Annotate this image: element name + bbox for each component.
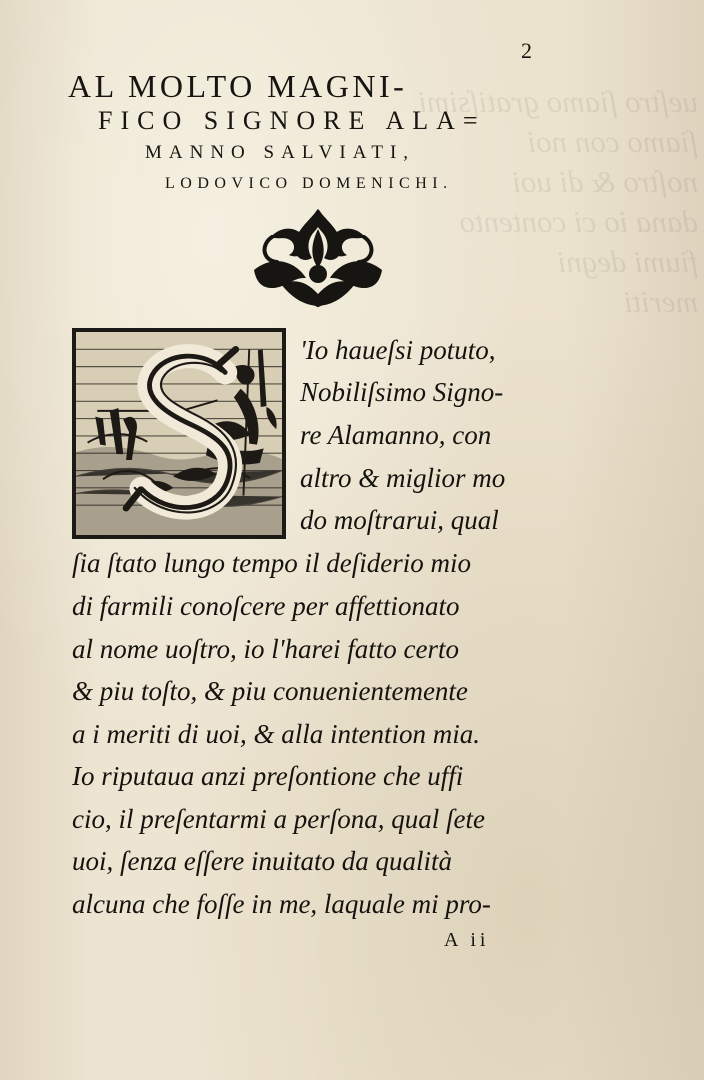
title-line-3: MANNO SALVIATI, bbox=[145, 142, 416, 163]
show-through-text: ueſtro ſiamo gratiſsimi ſiamo con noi noſtro & di uoi dana io ci contento fiumi degni meriti bbox=[418, 84, 698, 319]
title-line-2: FICO SIGNORE ALA= bbox=[98, 106, 486, 135]
body-line-8: al nome uoſtro, io l'harei fatto certo bbox=[72, 634, 459, 664]
body-line-3: re Alamanno, con bbox=[300, 420, 492, 450]
title-line-1: AL MOLTO MAGNI- bbox=[68, 68, 408, 104]
body-line-6: ſia ſtato lungo tempo il deſiderio mio bbox=[72, 548, 471, 578]
signature-mark: A ii bbox=[444, 929, 490, 951]
woodcut-initial-s bbox=[72, 328, 286, 539]
body-line-14: alcuna che foſſe in me, laquale mi pro- bbox=[72, 889, 491, 919]
body-line-5: do moſtrarui, qual bbox=[300, 505, 499, 535]
body-line-1: 'Io haueſsi potuto, bbox=[300, 335, 496, 365]
body-line-12: cio, il preſentarmi a perſona, qual ſete bbox=[72, 804, 485, 834]
body-line-2: Nobiliſsimo Signo- bbox=[300, 377, 504, 407]
title-line-4: LODOVICO DOMENICHI. bbox=[165, 175, 453, 192]
body-line-4: altro & miglior mo bbox=[300, 463, 506, 493]
body-line-7: di farmili conoſcere per affettionato bbox=[72, 591, 460, 621]
body-line-11: Io riputaua anzi preſontione che uffi bbox=[72, 761, 464, 791]
body-line-9: & piu toſto, & piu conuenientemente bbox=[72, 676, 468, 706]
body-line-10: a i meriti di uoi, & alla intention mia. bbox=[72, 719, 480, 749]
floral-ornament bbox=[246, 202, 390, 312]
page-number: 2 bbox=[521, 38, 532, 63]
body-line-13: uoi, ſenza eſſere inuitato da qualità bbox=[72, 846, 452, 876]
